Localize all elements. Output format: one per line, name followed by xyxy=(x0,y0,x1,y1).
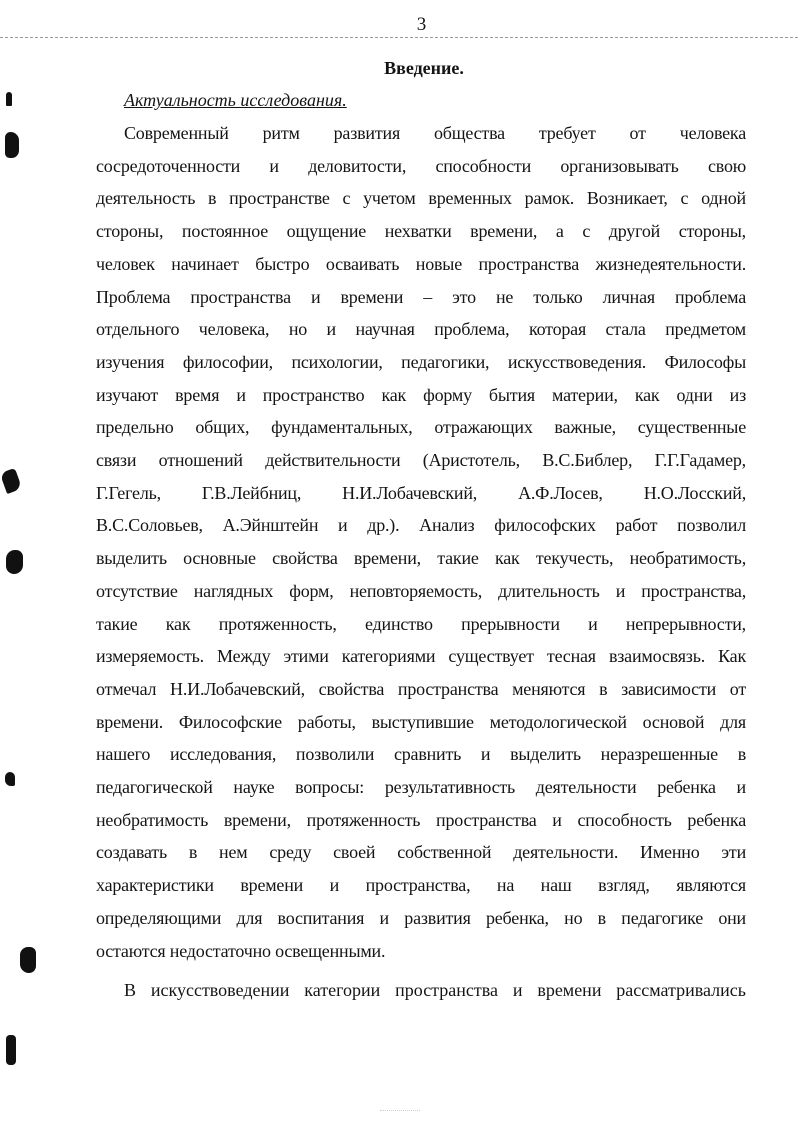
scan-binding-hole-mark xyxy=(5,772,15,786)
paragraph-line: создавать в нем среду своей собственной деятельности. Именно эти xyxy=(96,842,746,863)
paragraph-line: отсутствие наглядных форм, неповторяемость, длительность и пространства, xyxy=(96,580,746,601)
scan-binding-hole-mark xyxy=(6,1035,16,1065)
paragraph-line: Современный ритм развития общества требует от человека xyxy=(124,123,746,143)
scan-binding-hole-mark xyxy=(0,468,22,494)
paragraph-line: определяющими для воспитания и развития ребенка, но в педагогике они xyxy=(96,907,746,928)
paragraph-line: связи отношений действительности (Аристотель, В.С.Библер, Г.Г.Гадамер, xyxy=(96,450,746,471)
scan-artifact xyxy=(380,1110,420,1117)
paragraph-line: отдельного человека, но и научная проблема, которая стала предметом xyxy=(96,319,746,340)
paragraph-line: предельно общих, фундаментальных, отражающих важные, существенные xyxy=(96,417,746,438)
paragraph-line: В.С.Соловьев, А.Эйнштейн и др.). Анализ философских работ позволил xyxy=(96,515,746,536)
paragraph-line: необратимость времени, протяженность пространства и способность ребенка xyxy=(96,809,746,830)
paragraph-line: человек начинает быстро осваивать новые пространства жизнедеятельности. xyxy=(96,253,746,274)
scan-binding-hole-mark xyxy=(6,550,23,574)
paragraph-line: остаются недостаточно освещенными. xyxy=(96,940,386,961)
paragraph-line: характеристики времени и пространства, на наш взгляд, являются xyxy=(96,875,746,896)
paragraph-line: педагогической науке вопросы: результативность деятельности ребенка и xyxy=(96,777,746,798)
paragraph-line: измеряемость. Между этими категориями существует тесная взаимосвязь. Как xyxy=(96,646,746,667)
paragraph-line: стороны, постоянное ощущение нехватки времени, а с другой стороны, xyxy=(96,221,746,242)
scan-binding-hole-mark xyxy=(20,947,36,973)
paragraph-line: нашего исследования, позволили сравнить и выделить неразрешенные в xyxy=(96,744,746,765)
paragraph-line: Г.Гегель, Г.В.Лейбниц, Н.И.Лобачевский, А.Ф.Лосев, Н.О.Лосский, xyxy=(96,482,746,503)
page-number: 3 xyxy=(416,14,427,35)
scan-binding-hole-mark xyxy=(6,92,12,106)
scan-binding-hole-mark xyxy=(5,132,19,158)
paragraph-line: деятельность в пространстве с учетом временных рамок. Возникает, с одной xyxy=(96,188,746,209)
paragraph-line: такие как протяженность, единство прерывности и непрерывности, xyxy=(96,613,746,634)
paragraph-line: сосредоточенности и деловитости, способности организовывать свою xyxy=(96,155,746,176)
paragraph-line: отмечал Н.И.Лобачевский, свойства пространства меняются в зависимости от xyxy=(96,678,746,699)
section-subheading: Актуальность исследования. xyxy=(124,90,347,110)
paragraph-line: изучения философии, психологии, педагогики, искусствоведения. Философы xyxy=(96,351,746,372)
paragraph-line: времени. Философские работы, выступившие методологической основой для xyxy=(96,711,746,732)
paragraph-line: изучают время и пространство как форму бытия материи, как одни из xyxy=(96,384,746,405)
paragraph-line: В искусствоведении категории пространства и времени рассматривались xyxy=(124,980,746,1000)
paragraph-2 xyxy=(96,974,746,1007)
section-heading: Введение. xyxy=(384,58,464,78)
paragraph-1 xyxy=(96,117,746,967)
paragraph-line: выделить основные свойства времени, такие как текучесть, необратимость, xyxy=(96,548,746,569)
page-top-rule xyxy=(0,37,798,38)
paragraph-line: Проблема пространства и времени – это не только личная проблема xyxy=(96,286,746,307)
